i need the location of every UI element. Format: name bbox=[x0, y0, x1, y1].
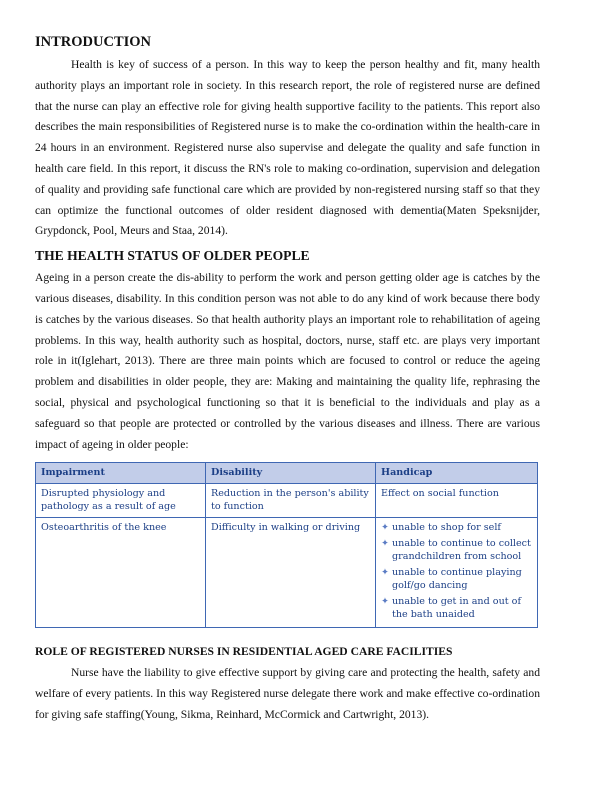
list-item bbox=[381, 566, 533, 592]
list-item-text: unable to shop for self bbox=[392, 522, 501, 534]
document-body bbox=[35, 33, 540, 726]
list-item-text: unable to continue to collect grandchildren from school bbox=[392, 538, 531, 563]
list-item bbox=[381, 537, 533, 563]
introduction-paragraph: Health is key of success of a person. In this way to keep the person healthy and fit, many health authority plays an important role in society. In this research report, the role of registered nurse are defined that the nurse can play an effective role for giving health supportive facility to the patients. This report also describes the main responsibilities of Registered nurse is to make the co-ordination within the health-care in 24 hours in an environment. Registered nurse also supervise and delegate the quality and safe function in health care field. In this report, it discuss the RN's role to making co-ordination, supervision and delegation of quality and providing safe functional care which are provided by non-registered nursing staff so that they can optimize the functional outcomes of older resident diagnosed with dementia(Maten Speksnijder, Grypdonck, Pool, Meurs and Staa, 2014). bbox=[35, 58, 540, 238]
header-impairment: Impairment bbox=[36, 463, 206, 484]
table-row bbox=[36, 518, 538, 628]
ageing-impact-table bbox=[35, 462, 538, 628]
header-handicap: Handicap bbox=[376, 463, 538, 484]
cell-impairment: Disrupted physiology and pathology as a result of age bbox=[36, 484, 206, 518]
list-item bbox=[381, 595, 533, 621]
cell-impairment: Osteoarthritis of the knee bbox=[36, 518, 206, 628]
list-item bbox=[381, 521, 533, 534]
health-status-heading: THE HEALTH STATUS OF OLDER PEOPLE bbox=[35, 248, 310, 264]
handicap-bullet-list bbox=[381, 521, 533, 621]
table-row bbox=[36, 484, 538, 518]
list-item-text: unable to continue playing golf/go dancing bbox=[392, 567, 522, 592]
role-paragraph: Nurse have the liability to give effective support by giving care and protecting the health, safety and welfare of every patients. In this way Registered nurse delegate there work and make effective co-ordination for giving safe staffing(Young, Sikma, Reinhard, McCormick and Cartwright, 2013). bbox=[35, 666, 540, 721]
cell-disability: Reduction in the person's ability to function bbox=[206, 484, 376, 518]
cell-handicap-list bbox=[376, 518, 538, 628]
list-item-text: unable to get in and out of the bath unaided bbox=[392, 596, 521, 621]
introduction-heading: INTRODUCTION bbox=[35, 34, 152, 50]
star-bullet-icon: ✦ bbox=[381, 538, 390, 550]
cell-handicap: Effect on social function bbox=[376, 484, 538, 518]
health-status-paragraph: Ageing in a person create the dis-ability to perform the work and person getting older age is catches by the various diseases, disability. In this condition person was not able to do any kind of work because there body is catches by the various diseases. So that health authority plays an important role to rehabilitation of ageing problems. In this way, health authority such as hospital, doctors, nurse, staff etc. are plays very important role in it(Iglehart, 2013). There are three main points which are focused to control or reduce the ageing problem and disabilities in older people, they are: Making and maintaining the quality life, rephrasing the social, physical and psychological functioning so that it is beneficial to the individuals and play as a safeguard so that people are protected or controlled by the various diseases and illness. There are various impact of ageing in older people: bbox=[35, 271, 540, 451]
header-disability: Disability bbox=[206, 463, 376, 484]
role-heading: ROLE OF REGISTERED NURSES IN RESIDENTIAL AGED CARE FACILITIES bbox=[35, 645, 453, 659]
table-header-row bbox=[36, 463, 538, 484]
star-bullet-icon: ✦ bbox=[381, 567, 390, 579]
star-bullet-icon: ✦ bbox=[381, 522, 390, 534]
star-bullet-icon: ✦ bbox=[381, 596, 390, 608]
cell-disability: Difficulty in walking or driving bbox=[206, 518, 376, 628]
